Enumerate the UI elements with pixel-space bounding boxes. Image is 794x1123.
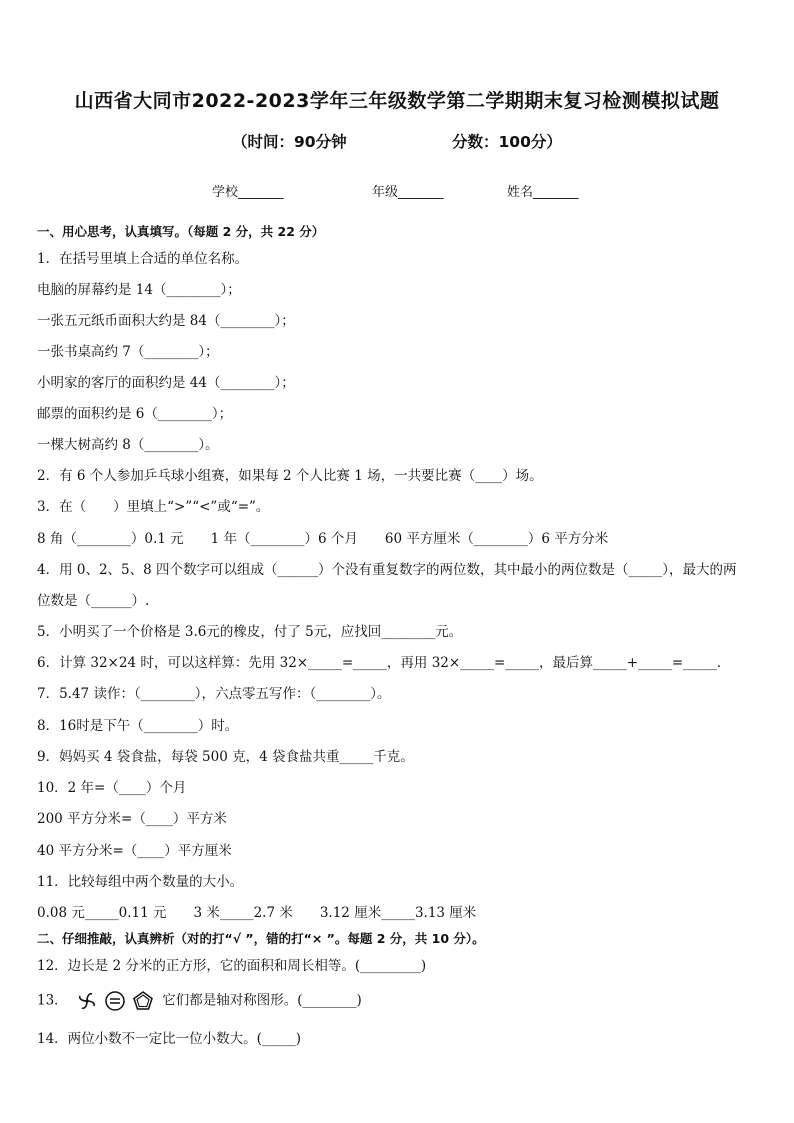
circle-equal-icon [104, 990, 126, 1012]
question-1: 1．在括号里填上合适的单位名称。 [37, 251, 249, 267]
question-4a: 4．用 0、2、5、8 四个数字可以组成（______）个没有重复数字的两位数，其中最小的两位数是（_____），最大的两 [37, 562, 737, 578]
question-5: 5．小明买了一个价格是 3.6元的橡皮，付了 5元，应找回________元。 [37, 624, 463, 640]
question-6: 6．计算 32×24 时，可以这样算：先用 32×_____=_____，再用 32×_____=_____，最后算_____+_____=_____． [37, 655, 731, 671]
section2-heading: 二、仔细推敲，认真辨析（对的打“√ ”，错的打“× ”。每题 2 分，共 10 分）。 [37, 931, 485, 946]
question-13-prefix: 13． [37, 992, 68, 1009]
exam-title: 山西省大同市2022-2023学年三年级数学第二学期期末复习检测模拟试题 [74, 90, 720, 112]
question-11a: 0.08 元_____0.11 元 3 米_____2.7 米 3.12 厘米_____3.13 厘米 [37, 905, 477, 921]
exam-score: 分数：100分） [452, 133, 562, 151]
question-1c: 一张书桌高约 7（________）； [37, 344, 219, 360]
question-14: 14．两位小数不一定比一位小数大。(_____) [37, 1031, 301, 1047]
question-4b: 位数是（______）. [37, 593, 150, 609]
question-11: 11．比较每组中两个数量的大小。 [37, 874, 244, 890]
question-1e: 邮票的面积约是 6（________）； [37, 406, 233, 422]
question-1a: 电脑的屏幕约是 14（________）； [37, 282, 241, 298]
question-10a: 200 平方分米=（____）平方米 [37, 811, 227, 827]
question-7: 7．5.47 读作：（________），六点零五写作：（________）。 [37, 686, 391, 702]
question-10b: 40 平方分米=（____）平方厘米 [37, 843, 232, 859]
section1-heading: 一、用心思考，认真填写。（每题 2 分，共 22 分） [37, 224, 325, 239]
question-1b: 一张五元纸币面积大约是 84（________）； [37, 313, 295, 329]
exam-time: （时间：90分钟 [232, 133, 347, 151]
name-field: 姓名_______ [507, 185, 579, 200]
question-8: 8．16时是下午（________）时。 [37, 718, 239, 734]
question-3: 3．在（ ）里填上“>”“<”或“=”。 [37, 499, 270, 515]
grade-field: 年级_______ [372, 185, 444, 200]
pentagon-icon [132, 990, 154, 1012]
question-2: 2．有 6 个人参加乒乓球小组赛，如果每 2 个人比赛 1 场，一共要比赛（____）场。 [37, 468, 543, 484]
school-field: 学校_______ [212, 185, 284, 200]
question-13 [37, 990, 757, 1012]
question-9: 9．妈妈买 4 袋食盐，每袋 500 克，4 袋食盐共重_____千克。 [37, 749, 414, 765]
question-1f: 一棵大树高约 8（________）。 [37, 437, 219, 453]
pinwheel-icon [76, 990, 98, 1012]
symmetry-figures [76, 990, 154, 1012]
question-3a: 8 角（________）0.1 元 1 年（________）6 个月 60 平方厘米（________）6 平方分米 [37, 531, 609, 547]
question-12: 12．边长是 2 分米的正方形，它的面积和周长相等。(_________) [37, 958, 427, 974]
question-10: 10．2 年=（____）个月 [37, 780, 187, 796]
question-13-suffix: 它们都是轴对称图形。(________) [162, 992, 362, 1009]
question-1d: 小明家的客厅的面积约是 44（________）； [37, 375, 295, 391]
